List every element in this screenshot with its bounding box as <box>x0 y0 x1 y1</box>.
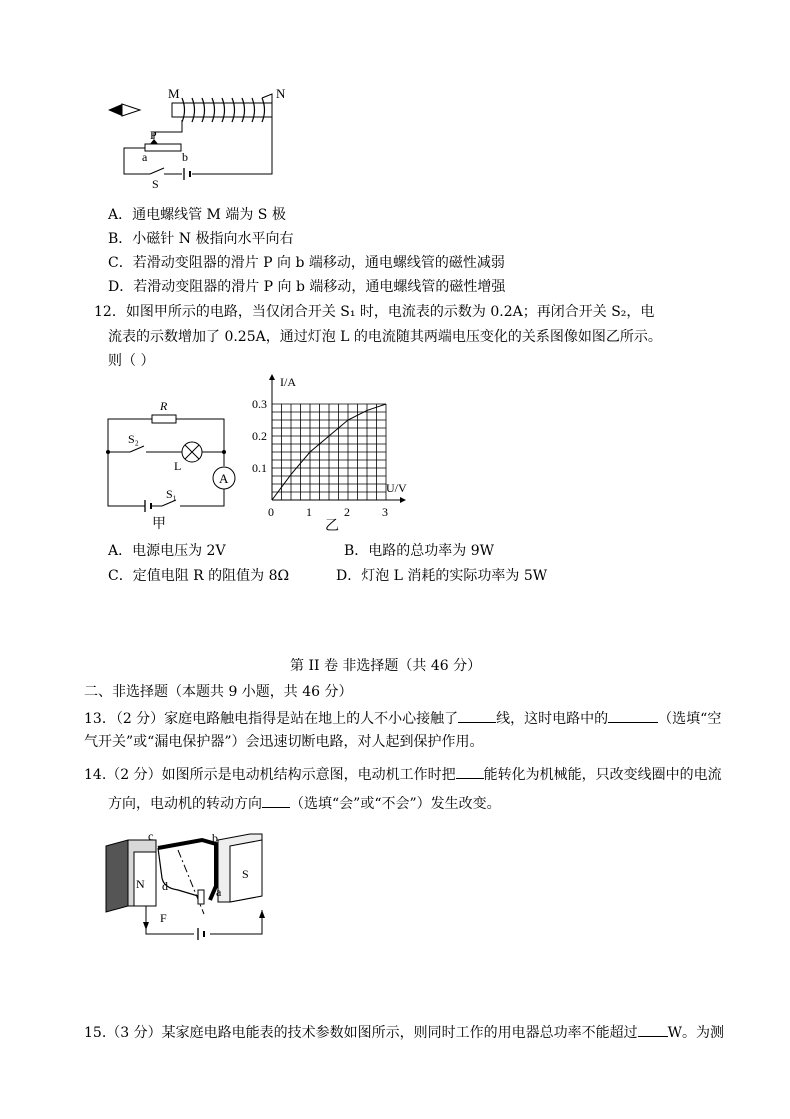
q11-option-d: D．若滑动变阻器的滑片 P 向 b 端移动，通电螺线管的磁性增强 <box>108 279 506 295</box>
label-l: L <box>174 459 182 473</box>
x-tick-label: 2 <box>344 505 350 519</box>
q14-text-3: 方向，电动机的转动方向 <box>108 796 262 812</box>
label-b: b <box>212 831 218 845</box>
q11-option-b: B．小磁针 N 极指向水平向右 <box>108 231 294 247</box>
motor-figure <box>98 826 278 952</box>
q13-blank-2[interactable] <box>608 708 658 723</box>
solenoid-circuit-figure <box>100 84 300 190</box>
label-d: d <box>162 879 168 893</box>
label-ammeter: A <box>219 471 229 486</box>
q12-line-3: 则（ ） <box>108 353 155 369</box>
label-n: N <box>136 877 145 891</box>
q14-line-1 <box>84 764 722 784</box>
label-p: P <box>150 128 157 142</box>
q13-line-2: 气开关”或“漏电保护器”）会迅速切断电路，对人起到保护作用。 <box>84 734 484 750</box>
q13-text-2: 线，这时电路中的 <box>496 711 609 727</box>
x-tick-label: 1 <box>306 505 312 519</box>
q15-text-1: 15.（3 分）某家庭电路电能表的技术参数如图所示，则同时工作的用电器总功率不能超过 <box>84 1025 638 1041</box>
label-a: a <box>142 150 148 164</box>
q15-line-1 <box>84 1022 724 1042</box>
y-tick-label: 0.3 <box>252 397 267 411</box>
label-s2: S₂ <box>128 432 139 446</box>
label-a: a <box>216 885 222 899</box>
q13-line-1 <box>84 708 721 728</box>
q13-text-3: （选填“空 <box>658 711 722 727</box>
q12-option-b: B．电路的总功率为 9W <box>344 543 495 559</box>
label-r: R <box>160 399 168 413</box>
y-tick-label: 0.1 <box>252 461 267 475</box>
y-axis-label: I/A <box>280 375 296 389</box>
q12-option-d: D．灯泡 L 消耗的实际功率为 5W <box>336 568 548 584</box>
q13-blank-1[interactable] <box>458 708 496 723</box>
label-s: S <box>242 867 249 881</box>
q14-blank-1[interactable] <box>456 764 484 779</box>
q15-blank-1[interactable] <box>638 1022 668 1037</box>
q12-option-a: A．电源电压为 2V <box>108 543 226 559</box>
label-s1: S₁ <box>166 487 177 501</box>
q11-option-a: A．通电螺线管 M 端为 S 极 <box>108 207 286 223</box>
q14-line-2 <box>108 793 501 813</box>
q15-text-2: W。为测 <box>667 1025 725 1041</box>
section-subtitle: 二、非选择题（本题共 9 小题，共 46 分） <box>84 684 353 700</box>
q12-line-2: 流表的示数增加了 0.25A，通过灯泡 L 的电流随其两端电压变化的关系图像如图乙所示。 <box>108 329 662 345</box>
caption-yi: 乙 <box>325 519 339 532</box>
x-axis-label: U/V <box>386 481 407 495</box>
label-c: c <box>148 829 154 843</box>
iu-graph-figure-yi <box>250 372 425 532</box>
q13-text-1: 13．（2 分）家庭电路触电指得是站在地上的人不小心接触了 <box>84 711 459 727</box>
label-b: b <box>182 150 188 164</box>
q14-text-1: 14.（2 分）如图所示是电动机结构示意图，电动机工作时把 <box>84 767 456 783</box>
label-m: M <box>168 86 180 101</box>
q11-option-c: C．若滑动变阻器的滑片 P 向 b 端移动，通电螺线管的磁性减弱 <box>108 255 505 271</box>
label-s: S <box>152 177 159 190</box>
resistor-r <box>152 415 176 423</box>
circuit-figure-jia <box>100 396 250 531</box>
x-tick-label: 3 <box>382 505 388 519</box>
q14-text-2: 能转化为机械能，只改变线圈中的电流 <box>483 767 722 783</box>
compass-needle-icon <box>108 104 122 116</box>
q14-blank-2[interactable] <box>262 793 290 808</box>
label-f: F <box>160 911 167 925</box>
section-title: 第 II 卷 非选择题（共 46 分） <box>290 658 482 674</box>
q12-option-c: C．定值电阻 R 的阻值为 8Ω <box>108 568 290 584</box>
caption-jia: 甲 <box>152 517 166 531</box>
x-tick-label: 0 <box>268 505 274 519</box>
q12-line-1: 12．如图甲所示的电路，当仅闭合开关 S₁ 时，电流表的示数为 0.2A；再闭合开关 S₂，电 <box>94 304 655 320</box>
y-tick-label: 0.2 <box>252 429 267 443</box>
q14-text-4: （选填“会”或“不会”）发生改变。 <box>290 796 501 812</box>
label-n: N <box>276 86 286 101</box>
